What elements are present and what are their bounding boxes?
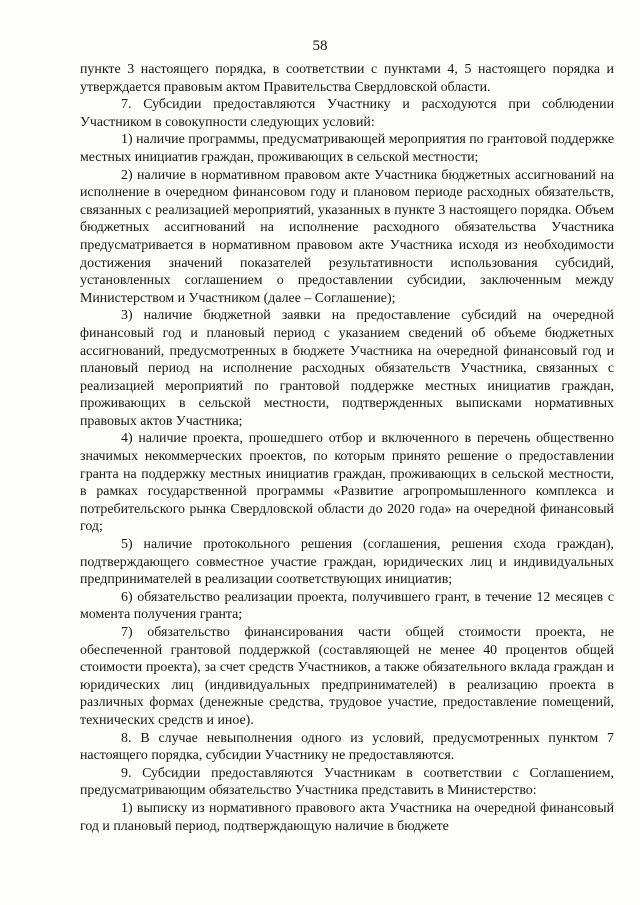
paragraph-7: 7. Субсидии предоставляются Участнику и расходуются при соблюдении Участником в совокупности следующих условий:: [80, 97, 614, 130]
paragraph-continuation: пункте 3 настоящего порядка, в соответствии с пунктами 4, 5 настоящего порядка и утверждается правовым актом Правительства Свердловской области.: [80, 62, 614, 95]
paragraph-9: 9. Субсидии предоставляются Участникам в соответствии с Соглашением, предусматривающим обязательство Участника представить в Министерство:: [80, 765, 614, 799]
paragraph-7-item-7: 7) обязательство финансирования части общей стоимости проекта, не обеспеченной грантовой поддержкой (составляющей не менее 40 процентов общей стоимости проекта), за счет средств Участников, а также обязательного вклада граждан и юридических лиц (индивидуальных предпринимателей) в реализацию проекта в различных формах (денежные средства, трудовое участие, предоставление помещений, технических средств и иное).: [80, 625, 614, 728]
paragraph-7-item-2: 2) наличие в нормативном правовом акте Участника бюджетных ассигнований на исполнение в очередном финансовом году и плановом периоде расходных обязательств, связанных с реализацией мероприятий, указанных в пункте 3 настоящего порядка. Объем бюджетных ассигнований на исполнение расходного обязательства Участника предусматривается в нормативном правовом акте Участника исходя из необходимости достижения значений показателей результативности использования субсидий, установленных соглашением о предоставлении субсидии, заключенным между Министерством и Участником (далее – Соглашение);: [80, 167, 614, 306]
paragraph-7-item-4: 4) наличие проекта, прошедшего отбор и включенного в перечень общественно значимых некоммерческих проектов, по которым принято решение о предоставлении гранта на поддержку местных инициатив граждан, проживающих в сельской местности, в рамках государственной программы «Развитие агропромышленного комплекса и потребительского рынка Свердловской области до 2020 года» на очередной финансовый год;: [80, 431, 614, 535]
paragraph-7-item-5: 5) наличие протокольного решения (соглашения, решения схода граждан), подтверждающего совместное участие граждан, юридических лиц и индивидуальных предпринимателей в реализации соответствующих инициатив;: [80, 537, 614, 588]
paragraph-7-item-6: 6) обязательство реализации проекта, получившего грант, в течение 12 месяцев с момента получения гранта;: [80, 589, 614, 623]
paragraph-7-item-1: 1) наличие программы, предусматривающей мероприятия по грантовой поддержке местных инициатив граждан, проживающих в сельской местности;: [80, 132, 614, 165]
page-number: 58: [312, 38, 328, 54]
document-body: [80, 61, 614, 835]
paragraph-7-item-3: 3) наличие бюджетной заявки на предоставление субсидий на очередной финансовый год и плановый период с указанием сведений об объеме бюджетных ассигнований, предусмотренных в бюджете Участника на очередной финансовый год и плановый период на исполнение расходных обязательств Участника, связанных с реализацией мероприятий по грантовой поддержке местных инициатив граждан, проживающих в сельской местности, подтвержденных выписками нормативных правовых актов Участника;: [80, 308, 614, 429]
paragraph-8: 8. В случае невыполнения одного из условий, предусмотренных пунктом 7 настоящего порядка, субсидии Участнику не предоставляются.: [80, 730, 614, 764]
paragraph-9-item-1: 1) выписку из нормативного правового акта Участника на очередной финансовый год и плановый период, подтверждающую наличие в бюджете: [80, 800, 614, 834]
